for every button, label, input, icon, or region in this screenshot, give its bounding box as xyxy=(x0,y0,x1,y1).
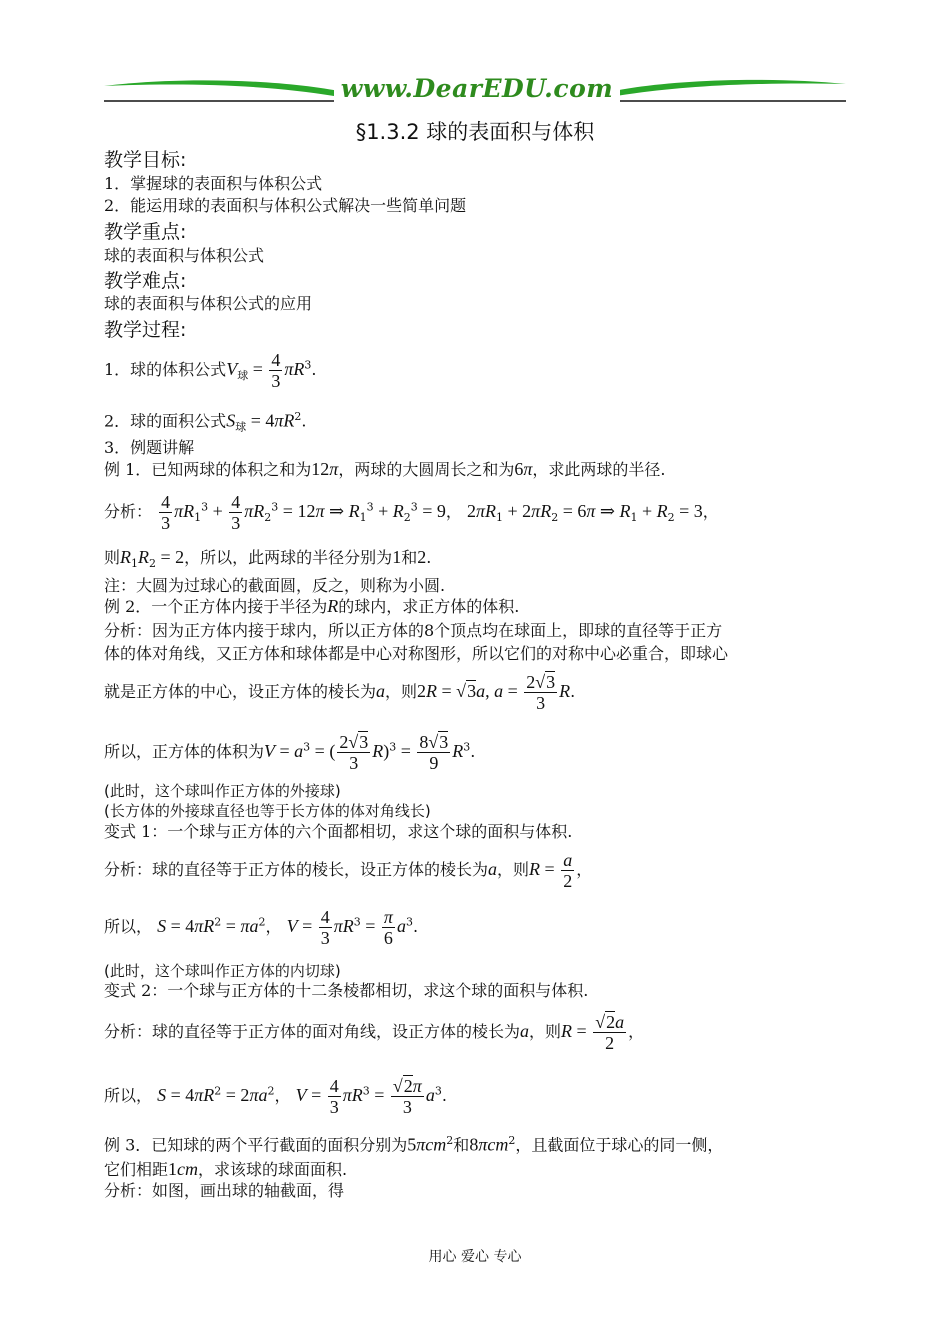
key-heading: 教学重点: xyxy=(104,221,187,243)
page-title: §1.3.2 球的表面积与体积 xyxy=(355,120,595,144)
remark-1: (此时，这个球叫作正方体的外接球) xyxy=(104,782,341,800)
page-footer: 用心 爱心 专心 xyxy=(428,1249,522,1265)
example-2-volume: 所以，正方体的体积为$V = a^3$ = ( $\frac{2√3}{3}$ R)$^3$ = $\frac{8√3}{9}$ $R^3$. xyxy=(104,732,476,773)
difficulty-text: 球的表面积与体积公式的应用 xyxy=(104,294,313,313)
example-2-analysis-3: 就是正方体的中心，设正方体的棱长为a，则2R = √3a, a = $\frac{2√3}{3}$ R. xyxy=(104,672,576,713)
example-2-analysis-1: 分析：因为正方体内接于球内，所以正方体的8个顶点均在球面上，即球的直径等于正方 xyxy=(104,621,723,640)
variant-1-analysis: 分析：球的直径等于正方体的棱长，设正方体的棱长为a，则R = $\frac{a}{2}$ ， xyxy=(104,850,593,891)
example-1-result: 则$R_1R_2 = 2$，所以，此两球的半径分别为1和2. xyxy=(104,547,432,571)
remark-2: (长方体的外接球直径也等于长方体的体对角线长) xyxy=(104,802,431,820)
example-2: 例 2．一个正方体内接于半径为R的球内，求正方体的体积. xyxy=(104,596,520,616)
variant-2-analysis: 分析：球的直径等于正方体的面对角线，设正方体的棱长为a，则R = $\frac{√2a}{2}$ ， xyxy=(104,1012,645,1053)
header-banner xyxy=(104,74,846,106)
note: 注：大圆为过球心的截面圆，反之，则称为小圆. xyxy=(104,576,446,595)
example-2-analysis-2: 体的体对角线，又正方体和球体都是中心对称图形，所以它们的对称中心必重合，即球心 xyxy=(104,644,729,663)
area-formula-line: 2．球的面积公式$S_球 = 4\pi R^2$. xyxy=(104,410,307,434)
example-3-analysis: 分析：如图，画出球的轴截面，得 xyxy=(104,1181,345,1200)
goals-heading: 教学目标: xyxy=(104,149,187,171)
example-1: 例 1．已知两球的体积之和为12π，两球的大圆周长之和为6π，求此两球的半径. xyxy=(104,459,666,479)
variant-2-result: 所以， $S = 4\pi R^2 = 2\pi a^2$， V = $\frac{4}{3}$ $\pi R^3$ = $\frac{√2\pi}{3}$ $a^3$. xyxy=(104,1076,447,1117)
variant-2: 变式 2：一个球与正方体的十二条棱都相切，求这个球的面积与体积. xyxy=(104,981,589,1000)
volume-formula-line: 1．球的体积公式$V_球$ = $\frac{4}{3}$ $\pi R^3$. xyxy=(104,350,317,391)
site-logo: www.DearEDU.com xyxy=(334,74,620,104)
example-3-line-1: 例 3．已知球的两个平行截面的面积分别为5πcm$^2$和8πcm$^2$，且截面位于球心的同一侧， xyxy=(104,1134,724,1155)
remark-3: (此时，这个球叫作正方体的内切球) xyxy=(104,962,341,980)
variant-1: 变式 1：一个球与正方体的六个面都相切，求这个球的面积与体积. xyxy=(104,822,573,841)
variant-1-result: 所以， $S = 4\pi R^2 = \pi a^2$， V = $\frac{4}{3}$ $\pi R^3$ = $\frac{\pi}{6}$ $a^3$. xyxy=(104,907,419,948)
example-3-line-2: 它们相距1cm，求该球的球面面积. xyxy=(104,1159,348,1179)
example-1-analysis: 分析： $\frac{4}{3}$ $\pi R_1^3$ + $\frac{4}{3}$ $\pi R_2^3 = 12\pi$ ⇒ $R_1^3 + R_2^3 = 9$， $2\pi R_1 + 2\pi R_2 = 6\pi$ ⇒ $R_1 + R_2 = 3$， xyxy=(104,492,719,533)
goal-2: 2．能运用球的表面积与体积公式解决一些简单问题 xyxy=(104,196,467,215)
goal-1: 1．掌握球的表面积与体积公式 xyxy=(104,174,323,193)
key-text: 球的表面积与体积公式 xyxy=(104,246,265,265)
examples-heading: 3．例题讲解 xyxy=(104,438,195,457)
difficulty-heading: 教学难点: xyxy=(104,270,187,292)
process-heading: 教学过程: xyxy=(104,319,187,341)
